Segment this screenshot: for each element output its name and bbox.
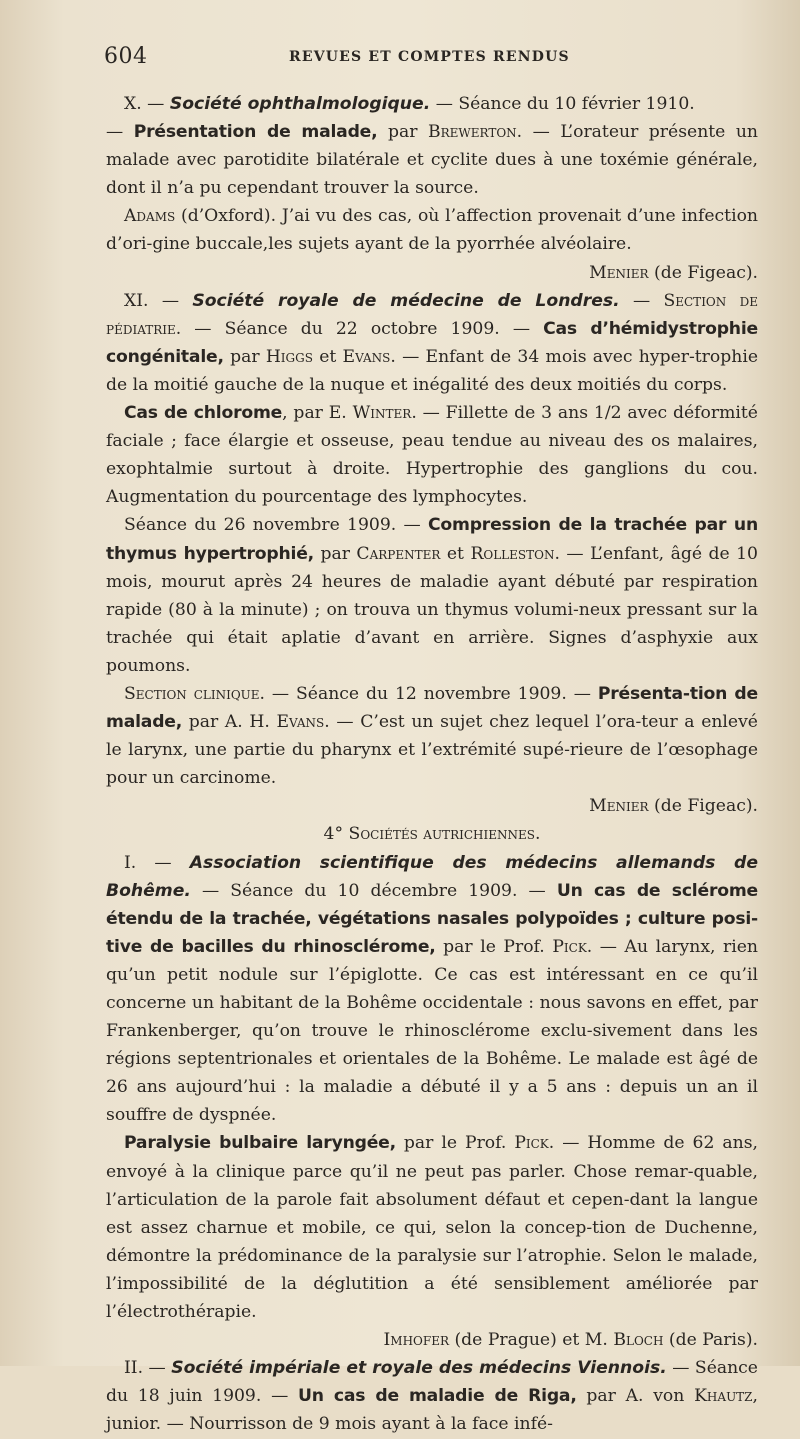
section-number: I. — xyxy=(124,852,190,873)
section-heading: 4° Sociétés autrichiennes. xyxy=(323,824,541,845)
section-x-paragraph xyxy=(106,90,758,202)
case-title: Cas d’hémidystrophie congénitale, xyxy=(106,318,758,367)
author-name: Winter xyxy=(352,403,412,424)
dash: — xyxy=(619,290,664,311)
section-number: XI. — xyxy=(124,290,193,311)
author-name: Pick xyxy=(552,936,587,957)
thymus-paragraph xyxy=(106,511,758,680)
running-head: REVUES ET COMPTES RENDUS xyxy=(289,49,570,65)
page-number: 604 xyxy=(104,44,148,69)
case-title: Présenta-tion de malade, xyxy=(106,683,758,733)
section-ii-paragraph xyxy=(106,1354,758,1438)
seance-date: . — Séance du 22 octobre 1909. — xyxy=(175,318,544,339)
author-name: Higgs xyxy=(265,346,313,367)
case-title: Un cas de maladie de Riga, xyxy=(298,1386,577,1407)
paralysie-paragraph xyxy=(106,1129,758,1326)
signature-name: Menier xyxy=(589,262,649,283)
case-title: Compression de la trachée par un thymus hypertrophié, xyxy=(106,515,758,564)
section-xi-paragraph xyxy=(106,287,758,399)
seance-date: — Séance du 10 décembre 1909. — xyxy=(190,880,557,901)
author-name: Brewerton xyxy=(427,122,517,143)
society-name: Société ophthalmologique. xyxy=(169,94,431,114)
signature-place: (de Prague) et M. xyxy=(449,1330,614,1351)
case-text: . — Enfant de 34 mois avec hyper-trophie de la moitié gauche de la nuque et inégalité des deux moitiés du corps. xyxy=(106,346,758,395)
case-title: Présentation de malade, xyxy=(133,122,378,143)
section-name: Section de pédiatrie xyxy=(106,290,758,339)
dash: — xyxy=(106,122,134,143)
author-name: Pick xyxy=(514,1133,549,1154)
section-i-paragraph xyxy=(106,849,758,1130)
author-name: Evans xyxy=(342,346,391,367)
seance-date: — Séance du 18 juin 1909. — xyxy=(106,1358,758,1407)
par-text: , par E. xyxy=(282,403,353,424)
case-text: . — Au larynx, rien qu’un petit nodule sur l’épiglotte. Ce cas est intéressant en ce qu’il concerne un habitant de la Bohême occidentale : nous savons en effet, par Frankenberger, qu’on trouve le rhinosclérome exclu-sivement dans les régions septentrionales et orientales de la Bohême. Le malade est âgé de 26 ans aujourd’hui : la maladie a débuté il y a 5 ans : depuis un an il souffre de dyspnée. xyxy=(106,936,758,1126)
par-text: par xyxy=(377,122,428,143)
case-title: Un cas de sclérome étendu de la trachée, végétations nasales polypoïdes ; culture posi-tive de bacilles du rhinosclérome, xyxy=(106,880,759,957)
par-text: par le Prof. xyxy=(435,936,553,957)
case-text: . — L’orateur présente un malade avec parotidite bilatérale et cyclite dues à une toxémie générale, dont il n’a pu cependant trouver la source. xyxy=(106,122,758,199)
signature-place: (de Figeac). xyxy=(648,796,758,817)
signature-name: Menier xyxy=(589,796,649,817)
signature xyxy=(106,792,758,820)
signature-place: (de Figeac). xyxy=(648,262,758,283)
signature-name: Bloch xyxy=(613,1330,664,1351)
case-text: . — L’enfant, âgé de 10 mois, mourut après 24 heures de maladie ayant débuté par respiration rapide (80 à la minute) ; on trouva un thymus volumi-neux pressant sur la trachée qui était aplatie d’avant en arrière. Signes d’asphyxie aux poumons. xyxy=(106,543,758,676)
par-text: par xyxy=(314,543,357,564)
case-title: Paralysie bulbaire laryngée, xyxy=(124,1133,396,1154)
case-title: Cas de chlorome xyxy=(124,403,283,424)
page-header xyxy=(104,44,754,74)
society-name: Société royale de médecine de Londres. xyxy=(192,290,620,311)
author-name: Evans xyxy=(276,712,325,733)
chlorome-paragraph xyxy=(106,399,758,511)
adams-paragraph xyxy=(106,202,758,258)
seance-date: — Séance du 10 février 1910. xyxy=(430,94,695,114)
society-name: Société impériale et royale des médecins Viennois. xyxy=(171,1358,667,1379)
seance-date: . — Séance du 12 novembre 1909. — xyxy=(259,683,598,704)
signature-name: Imhofer xyxy=(383,1330,450,1351)
et-text: et xyxy=(312,346,343,367)
par-text: par le Prof. xyxy=(395,1133,515,1154)
case-text: (d’Oxford). J’ai vu des cas, où l’affection provenait d’une infection d’ori-gine buccale,les sujets ayant de la pyorrhée alvéolaire. xyxy=(106,206,758,255)
par-text: par A. von xyxy=(576,1386,695,1407)
body-text xyxy=(106,90,758,1439)
section-clinique-paragraph xyxy=(106,680,758,792)
society-name: Association scientifique des médecins allemands de Bohême. xyxy=(106,852,758,901)
case-text: . — Fillette de 3 ans 1/2 avec déformité faciale ; face élargie et osseuse, peau tendue au niveau des os malaires, exophtalmie surtout à droite. Hypertrophie des ganglions du cou. Augmentation du pourcentage des lymphocytes. xyxy=(106,403,758,508)
case-text: , junior. — Nourrisson de 9 mois ayant à la face infé- xyxy=(106,1386,758,1435)
seance-date: Séance du 26 novembre 1909. — xyxy=(124,515,428,536)
author-name: Rolleston xyxy=(470,543,555,564)
par-text: par xyxy=(223,346,266,367)
case-text: . — Homme de 62 ans, envoyé à la clinique parce qu’il ne peut pas parler. Chose remar-quable, l’articulation de la parole fait absolument défaut et cepen-dant la langue est assez charnue et mobile, ce qui, selon la concep-tion de Duchenne, démontre la prédominance de la paralysie sur l’atrophie. Selon le malade, l’impossibilité de la déglutition a été sensiblement améliorée par l’électrothérapie. xyxy=(106,1133,758,1323)
case-text: . — C’est un sujet chez lequel l’ora-teur a enlevé le larynx, une partie du pharynx et l’extrémité supé-rieure de l’œsophage pour un carcinome. xyxy=(106,712,758,789)
signature-place: (de Paris). xyxy=(663,1330,758,1351)
signature xyxy=(106,259,758,287)
section-number: II. — xyxy=(124,1358,172,1379)
par-text: par A. H. xyxy=(182,712,277,733)
signature xyxy=(106,1326,758,1354)
author-name: Adams xyxy=(124,206,176,227)
author-name: Khautz xyxy=(694,1386,753,1407)
section-name: Section clinique xyxy=(124,683,260,704)
author-name: Carpenter xyxy=(356,543,441,564)
et-text: et xyxy=(440,543,471,564)
section-number: X. — xyxy=(124,94,170,114)
